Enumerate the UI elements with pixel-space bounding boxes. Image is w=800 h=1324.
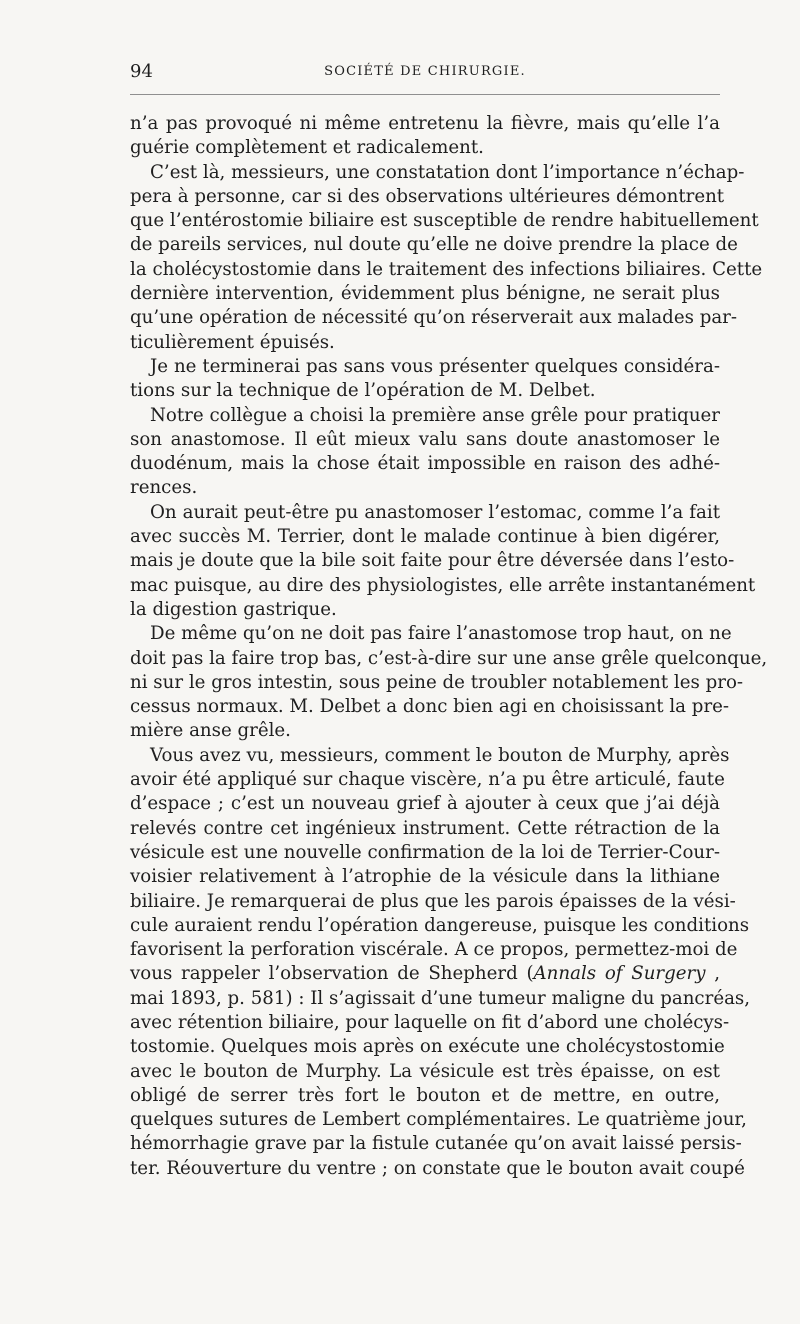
citation-open-paren: ( xyxy=(526,963,534,985)
text-line: la cholécystostomie dans le traitement des infections biliaires. Cette xyxy=(130,258,763,280)
paragraph-7 xyxy=(130,744,751,1181)
text-line: que l’entérostomie biliaire est susceptible de rendre habituellement xyxy=(130,210,759,232)
text-line: Je ne terminerai pas sans vous présenter quelques considéra- xyxy=(150,355,720,377)
text-line: doit pas la faire trop bas, c’est-à-dire sur une anse grêle quelconque, xyxy=(130,647,768,669)
page-header xyxy=(130,58,720,88)
text-line: dernière intervention, évidemment plus bénigne, ne serait plus xyxy=(130,283,720,305)
header-rule xyxy=(130,94,720,95)
text-line: guérie complètement et radicalement. xyxy=(130,137,484,159)
text-line: mais je doute que la bile soit faite pour être déversée dans l’esto- xyxy=(130,550,735,572)
text-line: duodénum, mais la chose était impossible en raison des adhé- xyxy=(130,453,720,475)
text-line: mai 1893, p. 581) : Il s’agissait d’une tumeur maligne du pancréas, xyxy=(130,987,751,1009)
text-line: mac puisque, au dire des physiologistes, elle arrête instantanément xyxy=(130,574,756,596)
text-line: avec rétention biliaire, pour laquelle on fit d’abord une cholécys- xyxy=(130,1011,730,1033)
text-line: qu’une opération de nécessité qu’on réserverait aux malades par- xyxy=(130,307,738,329)
text-line: biliaire. Je remarquerai de plus que les parois épaisses de la vési- xyxy=(130,890,736,912)
text-line: de pareils services, nul doute qu’elle ne doive prendre la place de xyxy=(130,234,738,256)
text-line: hémorrhagie grave par la fistule cutanée qu’on avait laissé persis- xyxy=(130,1133,742,1155)
citation-journal: Annals of Surgery xyxy=(533,963,706,985)
text-line: pera à personne, car si des observations ultérieures démontrent xyxy=(130,185,725,207)
text-line: tions sur la technique de l’opération de M. Delbet. xyxy=(130,380,596,402)
citation-line xyxy=(130,962,720,986)
text-line: mière anse grêle. xyxy=(130,720,291,742)
text-line: C’est là, messieurs, une constatation dont l’importance n’échap- xyxy=(150,161,745,183)
paragraph-2 xyxy=(130,161,763,355)
page-number: 94 xyxy=(130,61,153,82)
text-line: rences. xyxy=(130,477,198,499)
paragraph-5 xyxy=(130,501,756,622)
text-line: On aurait peut-être pu anastomoser l’estomac, comme l’a fait xyxy=(150,501,720,523)
text-line: avec succès M. Terrier, dont le malade continue à bien digérer, xyxy=(130,526,720,548)
text-line: favorisent la perforation viscérale. A ce propos, permettez-moi de xyxy=(130,939,738,961)
text-line: ni sur le gros intestin, sous peine de troubler notablement les pro- xyxy=(130,671,744,693)
text-line: avec le bouton de Murphy. La vésicule est très épaisse, on est xyxy=(130,1060,720,1082)
text-line: la digestion gastrique. xyxy=(130,598,337,620)
text-line-fragment: vous rappeler l’observation de Shepherd xyxy=(130,963,527,985)
text-line: son anastomose. Il eût mieux valu sans doute anastomoser le xyxy=(130,428,720,450)
text-line: ter. Réouverture du ventre ; on constate que le bouton avait coupé xyxy=(130,1157,745,1179)
text-line: tostomie. Quelques mois après on exécute une cholécystostomie xyxy=(130,1036,725,1058)
text-line: Notre collègue a choisi la première anse grêle pour pratiquer xyxy=(150,404,720,426)
paragraph-6 xyxy=(130,622,768,743)
citation-after: , xyxy=(705,963,720,985)
running-head: SOCIÉTÉ DE CHIRURGIE. xyxy=(324,64,526,79)
text-line: cule auraient rendu l’opération dangereuse, puisque les conditions xyxy=(130,914,750,936)
text-line: relevés contre cet ingénieux instrument. Cette rétraction de la xyxy=(130,817,720,839)
paragraph-3 xyxy=(130,355,720,404)
text-line: d’espace ; c’est un nouveau grief à ajouter à ceux que j’ai déjà xyxy=(130,793,720,815)
text-line: ticulièrement épuisés. xyxy=(130,331,335,353)
text-line: vésicule est une nouvelle confirmation de la loi de Terrier-Cour- xyxy=(130,841,720,863)
text-line: quelques sutures de Lembert complémentaires. Le quatrième jour, xyxy=(130,1109,747,1131)
text-line: cessus normaux. M. Delbet a donc bien agi en choisissant la pre- xyxy=(130,696,730,718)
text-line: obligé de serrer très fort le bouton et de mettre, en outre, xyxy=(130,1084,720,1106)
text-line: De même qu’on ne doit pas faire l’anastomose trop haut, on ne xyxy=(150,623,732,645)
text-line: n’a pas provoqué ni même entretenu la fièvre, mais qu’elle l’a xyxy=(130,113,720,134)
text-line: voisier relativement à l’atrophie de la vésicule dans la lithiane xyxy=(130,866,720,888)
paragraph-4 xyxy=(130,404,720,501)
paragraph-1 xyxy=(130,112,720,161)
body-text xyxy=(130,112,768,1181)
text-line: Vous avez vu, messieurs, comment le bouton de Murphy, après xyxy=(150,744,730,766)
text-line: avoir été appliqué sur chaque viscère, n’a pu être articulé, faute xyxy=(130,769,725,791)
